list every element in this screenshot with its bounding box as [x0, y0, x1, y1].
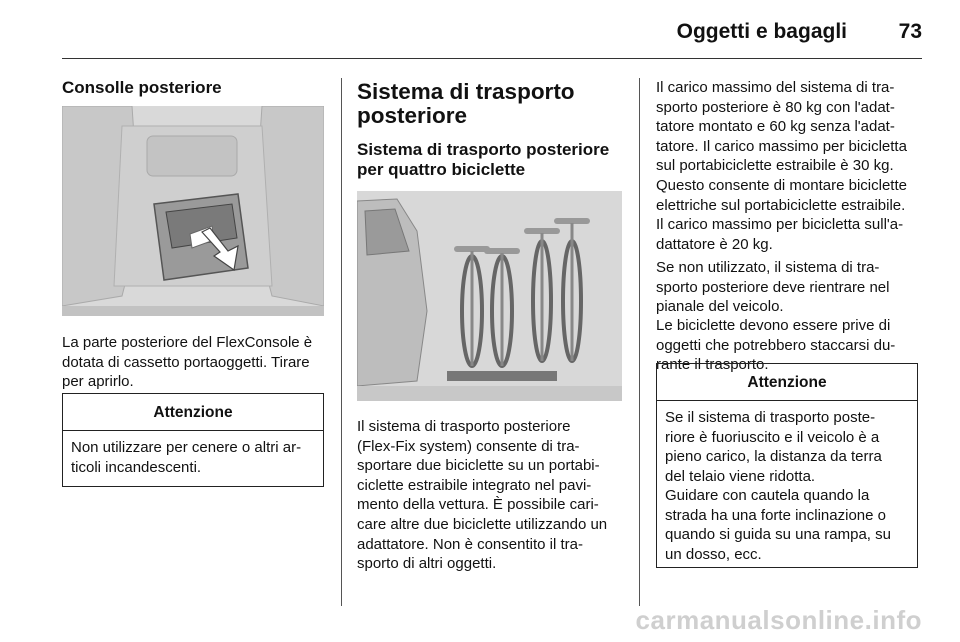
page-header	[0, 0, 960, 62]
transport-paragraph: Il sistema di trasporto posteriore (Flex-Fix system) consente di tra- sportare due biciclette su un portabi- ciclette estraibile integrato nel pavi- mento della vettura. È possibile cari- care altre due biciclette utilizzando un adattatore. Non è consentito il tra- sporto di altri oggetti.	[357, 418, 608, 573]
column-divider	[639, 78, 640, 606]
warning-title: Attenzione	[747, 374, 827, 391]
warning-divider	[63, 430, 323, 431]
warning-box	[62, 393, 324, 487]
load-paragraph: Il carico massimo del sistema di tra- sporto posteriore è 80 kg con l'adat- tatore montato e 60 kg senza l'adat- tatore. Il carico massimo per bicicletta sul portabiciclette estraibile è 30 kg. Questo consente di montare biciclette elettriche sul portabiciclette estraibile. Il carico massimo per bicicletta sull'a- dattatore è 20 kg.	[656, 79, 907, 253]
transport-heading: Sistema di trasporto posteriore	[357, 79, 575, 128]
storage-paragraph: Se non utilizzato, il sistema di tra- sporto posteriore deve rientrare nel pianale del veicolo.	[656, 259, 890, 316]
consolle-paragraph: La parte posteriore del FlexConsole è dotata di cassetto portaoggetti. Tirare per aprirlo.	[62, 334, 313, 391]
warning-text: Non utilizzare per cenere o altri ar- ticoli incandescenti.	[71, 439, 302, 476]
objects-paragraph: Le biciclette devono essere prive di oggetti che potrebbero staccarsi du- rante il trasporto.	[656, 317, 896, 374]
warning-text: Se il sistema di trasporto poste- riore è fuoriuscito e il veicolo è a pieno carico, la distanza da terra del telaio viene ridotta.	[665, 409, 882, 485]
warning-title: Attenzione	[153, 404, 233, 421]
watermark: carmanualsonline.info	[635, 605, 922, 635]
warning-text: Guidare con cautela quando la strada ha una forte inclinazione o quando si guida su una rampa, su un dosso, ecc.	[665, 487, 891, 563]
column-divider	[341, 78, 342, 606]
warning-box	[656, 363, 918, 568]
bike-carrier-illustration	[357, 191, 622, 401]
section-title: Oggetti e bagagli	[676, 20, 847, 43]
header-divider	[62, 58, 922, 59]
transport-subheading: Sistema di trasporto posteriore per quattro biciclette	[357, 140, 610, 179]
consolle-heading: Consolle posteriore	[62, 78, 222, 97]
flexconsole-illustration	[62, 106, 324, 316]
page-number: 73	[898, 20, 922, 43]
warning-divider	[657, 400, 917, 401]
